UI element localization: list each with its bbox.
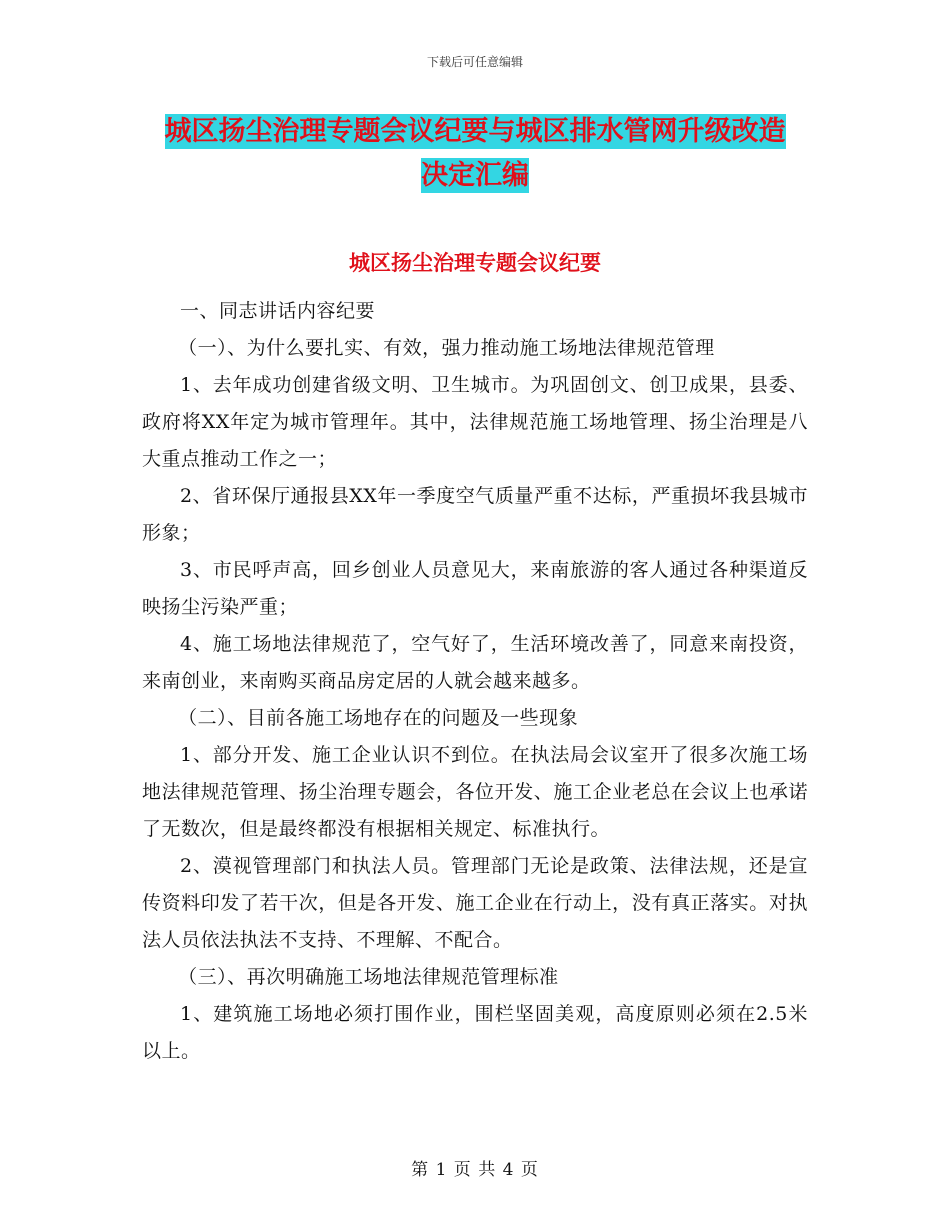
paragraph: 1、建筑施工场地必须打围作业，围栏坚固美观，高度原则必须在2.5米以上。	[142, 1003, 808, 1062]
paragraph-subheading-1: （一）、为什么要扎实、有效，强力推动施工场地法律规范管理	[178, 337, 715, 359]
header-note: 下载后可任意编辑	[426, 55, 523, 69]
paragraph: 2、省环保厅通报县XX年一季度空气质量严重不达标，严重损坏我县城市形象；	[142, 485, 808, 544]
paragraph-heading-1: 一、同志讲话内容纪要	[180, 300, 376, 322]
document-title	[140, 110, 810, 198]
paragraph-subheading-2: （二）、目前各施工场地存在的问题及一些现象	[178, 707, 579, 729]
paragraph-subheading-3: （三）、再次明确施工场地法律规范管理标准	[178, 966, 559, 988]
paragraph: 3、市民呼声高，回乡创业人员意见大，来南旅游的客人通过各种渠道反映扬尘污染严重；	[142, 559, 808, 618]
paragraph: 1、部分开发、施工企业认识不到位。在执法局会议室开了很多次施工场地法律规范管理、扬尘治理专题会，各位开发、施工企业老总在会议上也承诺了无数次，但是最终都没有根据相关规定、标准执行。	[142, 744, 808, 840]
document-title-line-2: 决定汇编	[421, 160, 529, 191]
paragraph: 4、施工场地法律规范了，空气好了，生活环境改善了，同意来南投资，来南创业，来南购买商品房定居的人就会越来越多。	[142, 633, 808, 692]
page-number: 第 1 页 共 4 页	[411, 1160, 539, 1180]
document-body	[142, 293, 808, 1070]
section-title: 城区扬尘治理专题会议纪要	[349, 251, 601, 275]
paragraph: 2、漠视管理部门和执法人员。管理部门无论是政策、法律法规，还是宣传资料印发了若干次，但是各开发、施工企业在行动上，没有真正落实。对执法人员依法执法不支持、不理解、不配合。	[142, 855, 808, 951]
document-title-line-1: 城区扬尘治理专题会议纪要与城区排水管网升级改造	[164, 116, 786, 147]
paragraph: 1、去年成功创建省级文明、卫生城市。为巩固创文、创卫成果，县委、政府将XX年定为城市管理年。其中，法律规范施工场地管理、扬尘治理是八大重点推动工作之一；	[142, 374, 808, 470]
